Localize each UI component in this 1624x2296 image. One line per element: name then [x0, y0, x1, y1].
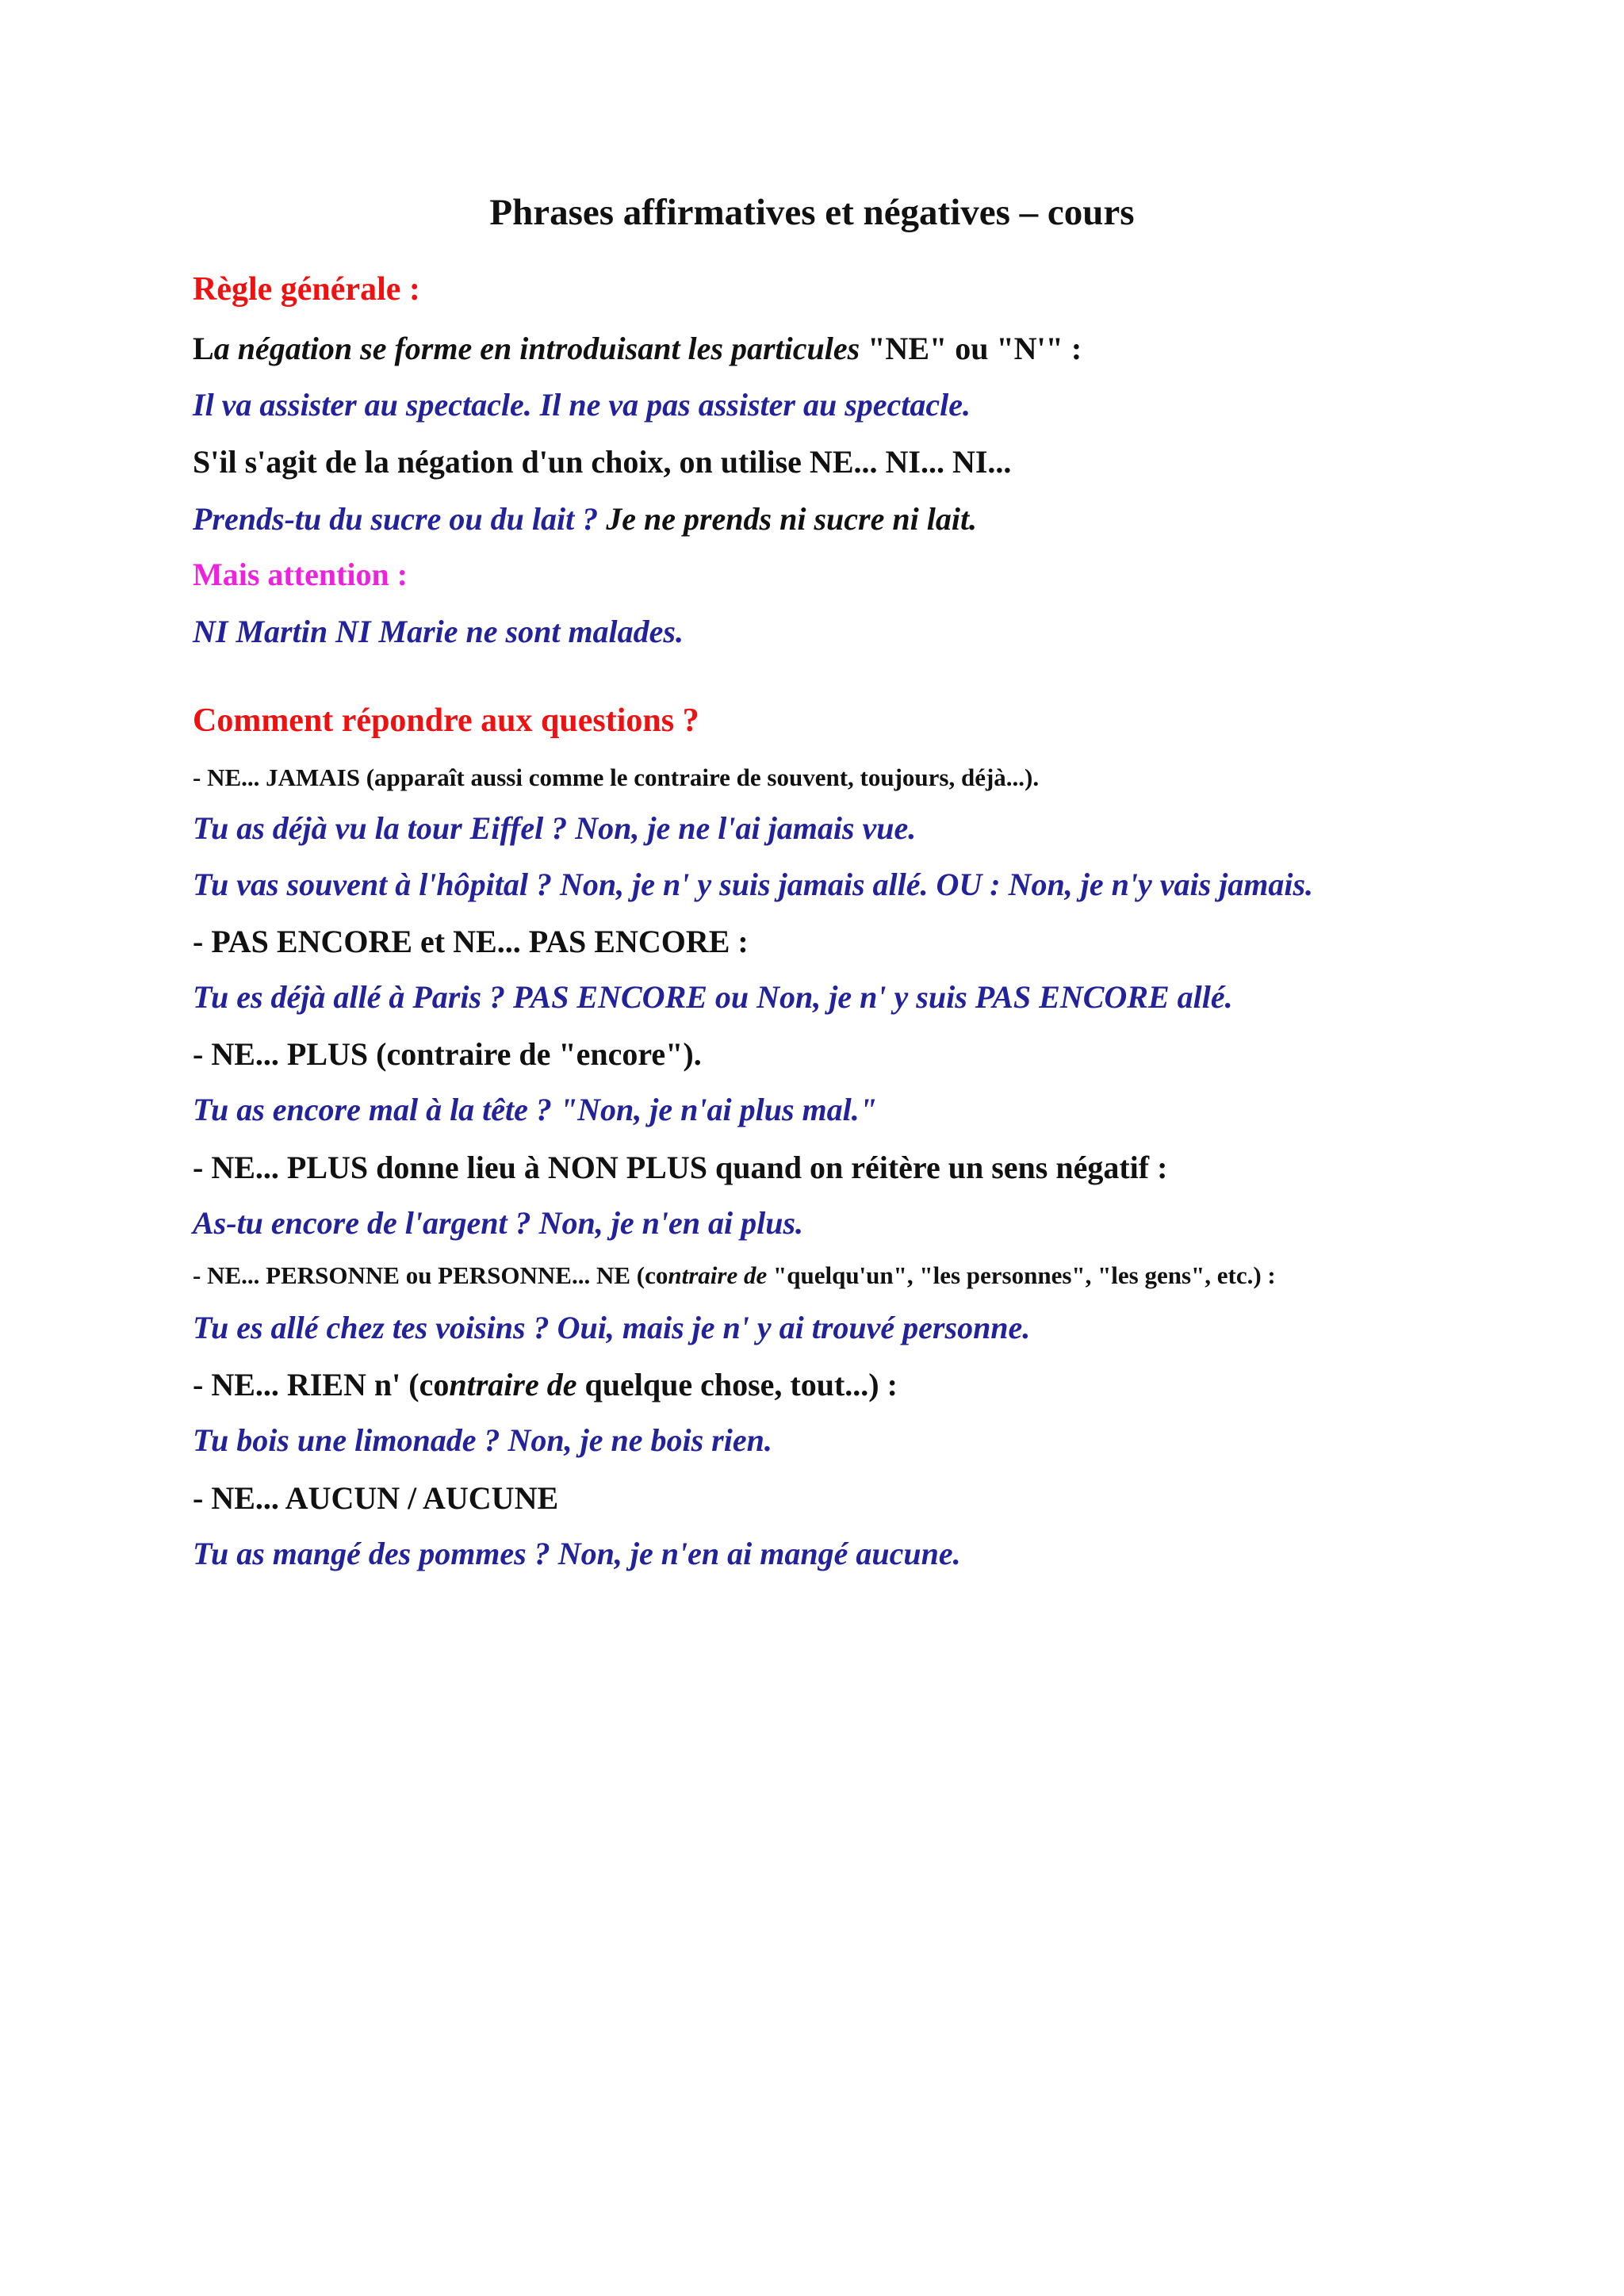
- example-spectacle: Il va assister au spectacle. Il ne va pas assister au spectacle.: [193, 387, 971, 423]
- example-sucre-question: Prends-tu du sucre ou du lait ?: [193, 501, 599, 537]
- example-pommes: Tu as mangé des pommes ? Non, je n'en ai mangé aucune.: [193, 1536, 961, 1571]
- rule-choix: S'il s'agit de la négation d'un choix, on utilise NE... NI... NI...: [193, 444, 1012, 480]
- rule-rien: [193, 1363, 898, 1407]
- rule-rien-italic: ntraire de: [449, 1367, 577, 1402]
- example-voisins: Tu es allé chez tes voisins ? Oui, mais je n' y ai trouvé personne.: [193, 1310, 1031, 1345]
- example-mal-tete: Tu as encore mal à la tête ? "Non, je n'ai plus mal.": [193, 1092, 877, 1127]
- rule-negation-end: "NE" ou "N'" :: [860, 331, 1082, 366]
- rule-personne-end: "quelqu'un", "les personnes", "les gens", etc.) :: [767, 1261, 1276, 1289]
- page-title: Phrases affirmatives et négatives – cours: [489, 192, 1135, 233]
- example-limonade: Tu bois une limonade ? Non, je ne bois rien.: [193, 1422, 772, 1458]
- section-heading-questions: Comment répondre aux questions ?: [193, 702, 699, 739]
- rule-non-plus: - NE... PLUS donne lieu à NON PLUS quand on réitère un sens négatif :: [193, 1150, 1168, 1185]
- rule-negation: [193, 327, 1082, 371]
- rule-plus: - NE... PLUS (contraire de "encore").: [193, 1036, 702, 1072]
- rule-negation-italic: a négation se forme en introduisant les particules: [213, 331, 860, 366]
- rule-personne-start: - NE... PERSONNE ou PERSONNE... NE (co: [193, 1261, 668, 1289]
- rule-jamais: - NE... JAMAIS (apparaît aussi comme le contraire de souvent, toujours, déjà...).: [193, 763, 1040, 791]
- rule-negation-start: L: [193, 331, 214, 366]
- rule-personne-italic: ntraire de: [668, 1261, 768, 1289]
- rule-pas-encore: - PAS ENCORE et NE... PAS ENCORE :: [193, 924, 749, 959]
- example-sucre: [193, 497, 977, 541]
- rule-personne: [193, 1253, 1276, 1298]
- section-heading-regle: Règle générale :: [193, 271, 420, 308]
- rule-rien-end: quelque chose, tout...) :: [576, 1367, 898, 1402]
- rule-rien-start: - NE... RIEN n' (co: [193, 1367, 450, 1402]
- attention-label: Mais attention :: [193, 557, 408, 592]
- example-tour-eiffel: Tu as déjà vu la tour Eiffel ? Non, je ne l'ai jamais vue.: [193, 810, 917, 846]
- rule-aucun: - NE... AUCUN / AUCUNE: [193, 1480, 559, 1516]
- example-sucre-answer: Je ne prends ni sucre ni lait.: [598, 501, 978, 537]
- example-paris: Tu es déjà allé à Paris ? PAS ENCORE ou Non, je n' y suis PAS ENCORE allé.: [193, 979, 1233, 1015]
- example-argent: As-tu encore de l'argent ? Non, je n'en ai plus.: [193, 1205, 804, 1241]
- example-hopital: Tu vas souvent à l'hôpital ? Non, je n' y suis jamais allé. OU : Non, je n'y vais jamais.: [193, 867, 1314, 902]
- example-martin-marie: NI Martin NI Marie ne sont malades.: [193, 614, 684, 649]
